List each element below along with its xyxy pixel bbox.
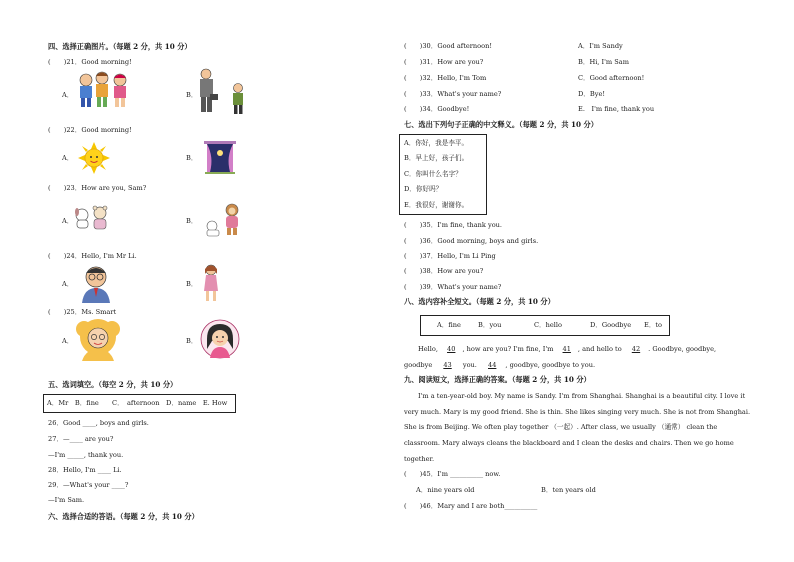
q27-line: 27．—____ are you? <box>48 435 114 443</box>
q22-option-a[interactable]: A． <box>62 154 74 162</box>
match-option-e: E. I'm fine, thank you <box>578 105 655 113</box>
blank-42[interactable]: 42 <box>631 345 641 353</box>
q26-line: 26．Good ____, boys and girls. <box>48 419 149 427</box>
reading-line5: together. <box>404 455 435 463</box>
section4-heading: 四、选择正确图片。（每题 2 分，共 10 分） <box>48 42 192 51</box>
section5-heading: 五、选词填空。（每空 2 分，共 10 分） <box>48 380 178 389</box>
q36-line: ( )36．Good morning, boys and girls. <box>404 237 539 245</box>
sun-picture[interactable] <box>78 142 110 174</box>
q24-option-b[interactable]: B． <box>186 280 198 288</box>
s8-passage-line2: goodbye 43 you. 44 , goodbye, goodbye to you. <box>404 361 596 369</box>
q24-option-a[interactable]: A． <box>62 280 74 288</box>
q24-stem: ( )24．Hello, I'm Mr Li. <box>48 252 137 260</box>
q35-line: ( )35．I'm fine, thank you. <box>404 221 503 229</box>
q21-option-b[interactable]: B． <box>186 91 198 99</box>
blank-40[interactable]: 40 <box>447 345 456 353</box>
blank-41[interactable]: 41 <box>562 345 571 353</box>
section9-heading: 九、阅读短文，选择正确的答案。（每题 2 分，共 10 分） <box>404 375 591 384</box>
q45-option-a[interactable]: A．nine years old <box>416 486 475 494</box>
q23-stem: ( )23．How are you, Sam? <box>48 184 147 192</box>
dog-and-bear-picture[interactable] <box>72 203 112 233</box>
q25-stem: ( )25．Ms. Smart <box>48 308 117 316</box>
word-bank-options: A．Mr B．fine C． afternoon D．name E. How <box>47 399 228 407</box>
man-and-boy-picture[interactable] <box>196 68 251 116</box>
q29-line: 29．—What's your ____? <box>48 481 129 489</box>
q25-option-b[interactable]: B． <box>186 337 198 345</box>
q21-option-a[interactable]: A． <box>62 91 74 99</box>
q28-line: 28．Hello, I'm ____ Li. <box>48 466 122 474</box>
q27-answer-line: —I'm _____, thank you. <box>48 451 124 459</box>
section6-heading: 六、选择合适的答语。（每题 2 分，共 10 分） <box>48 512 199 521</box>
section8-heading: 八、选内容补全短文。（每题 2 分，共 10 分） <box>404 297 555 306</box>
girl-portrait-picture[interactable] <box>200 319 240 361</box>
reading-line4: classroom. Mary always cleans the blackboard and I clean the desks and chairs. Then we go home <box>404 439 734 447</box>
match-option-a: A．I'm Sandy <box>578 42 623 50</box>
q39-line: ( )39．What's your name? <box>404 283 502 291</box>
q30-line: ( )30．Good afternoon! <box>404 42 492 50</box>
woman-standing-picture[interactable] <box>200 263 222 303</box>
night-window-picture[interactable] <box>202 139 238 175</box>
match-option-c: C．Good afternoon! <box>578 74 645 82</box>
q22-stem: ( )22．Good morning! <box>48 126 132 134</box>
children-waving-picture[interactable] <box>74 70 134 110</box>
q38-line: ( )38．How are you? <box>404 267 484 275</box>
s7-option-c: C．你叫什么名字？ <box>404 170 462 178</box>
reading-line2: very much. Mary is my good friend. She is thin. She likes singing very much. She is not from Shanghai. <box>404 408 751 416</box>
q33-line: ( )33．What's your name? <box>404 90 502 98</box>
q46-line: ( )46．Mary and I are both__________ <box>404 502 538 510</box>
q22-option-b[interactable]: B． <box>186 154 198 162</box>
s7-option-b: B．早上好，孩子们。 <box>404 154 469 162</box>
q25-option-a[interactable]: A． <box>62 337 74 345</box>
q45-option-b[interactable]: B．ten years old <box>541 486 596 494</box>
q23-option-b[interactable]: B． <box>186 217 198 225</box>
q34-line: ( )34．Goodbye! <box>404 105 470 113</box>
q31-line: ( )31．How are you? <box>404 58 484 66</box>
monkey-and-dog-picture[interactable] <box>202 202 246 238</box>
q45-line: ( )45．I'm __________ now. <box>404 470 501 478</box>
s8-passage-line1: Hello, 40 , how are you? I'm fine, I'm 41 , and hello to 42 . Goodbye, goodbye, <box>418 345 717 353</box>
s8-option-d: D．Goodbye <box>590 321 632 329</box>
s7-option-a: A．你好，我是李平。 <box>404 139 469 147</box>
s7-option-d: D．你好吗？ <box>404 185 443 193</box>
q21-stem: ( )21．Good morning! <box>48 58 132 66</box>
s8-option-b: B．you <box>478 321 502 329</box>
s8-option-a: A．fine <box>437 321 461 329</box>
q23-option-a[interactable]: A． <box>62 217 74 225</box>
s7-option-e: E．我很好，谢谢你。 <box>404 201 469 209</box>
q32-line: ( )32．Hello, I'm Tom <box>404 74 487 82</box>
s8-option-e: E．to <box>644 321 663 329</box>
reading-line3: She is from Beijing. We often play together （一起）. After class, we usually （通常） clean the <box>404 423 718 431</box>
match-option-d: D．Bye! <box>578 90 606 98</box>
reading-line1: I'm a ten-year-old boy. My name is Sandy. I'm from Shanghai. Shanghai is a beautiful city. I love it <box>418 392 746 400</box>
q37-line: ( )37．Hello, I'm Li Ping <box>404 252 496 260</box>
man-with-glasses-picture[interactable] <box>74 263 118 303</box>
section7-heading: 七、选出下列句子正确的中文释义。（每题 2 分，共 10 分） <box>404 120 598 129</box>
curly-hair-woman-picture[interactable] <box>72 317 124 361</box>
blank-44[interactable]: 44 <box>488 361 497 369</box>
s8-option-c: C．hello <box>534 321 562 329</box>
match-option-b: B．Hi, I'm Sam <box>578 58 629 66</box>
blank-43[interactable]: 43 <box>443 361 452 369</box>
q29-answer-line: —I'm Sam. <box>48 496 85 504</box>
